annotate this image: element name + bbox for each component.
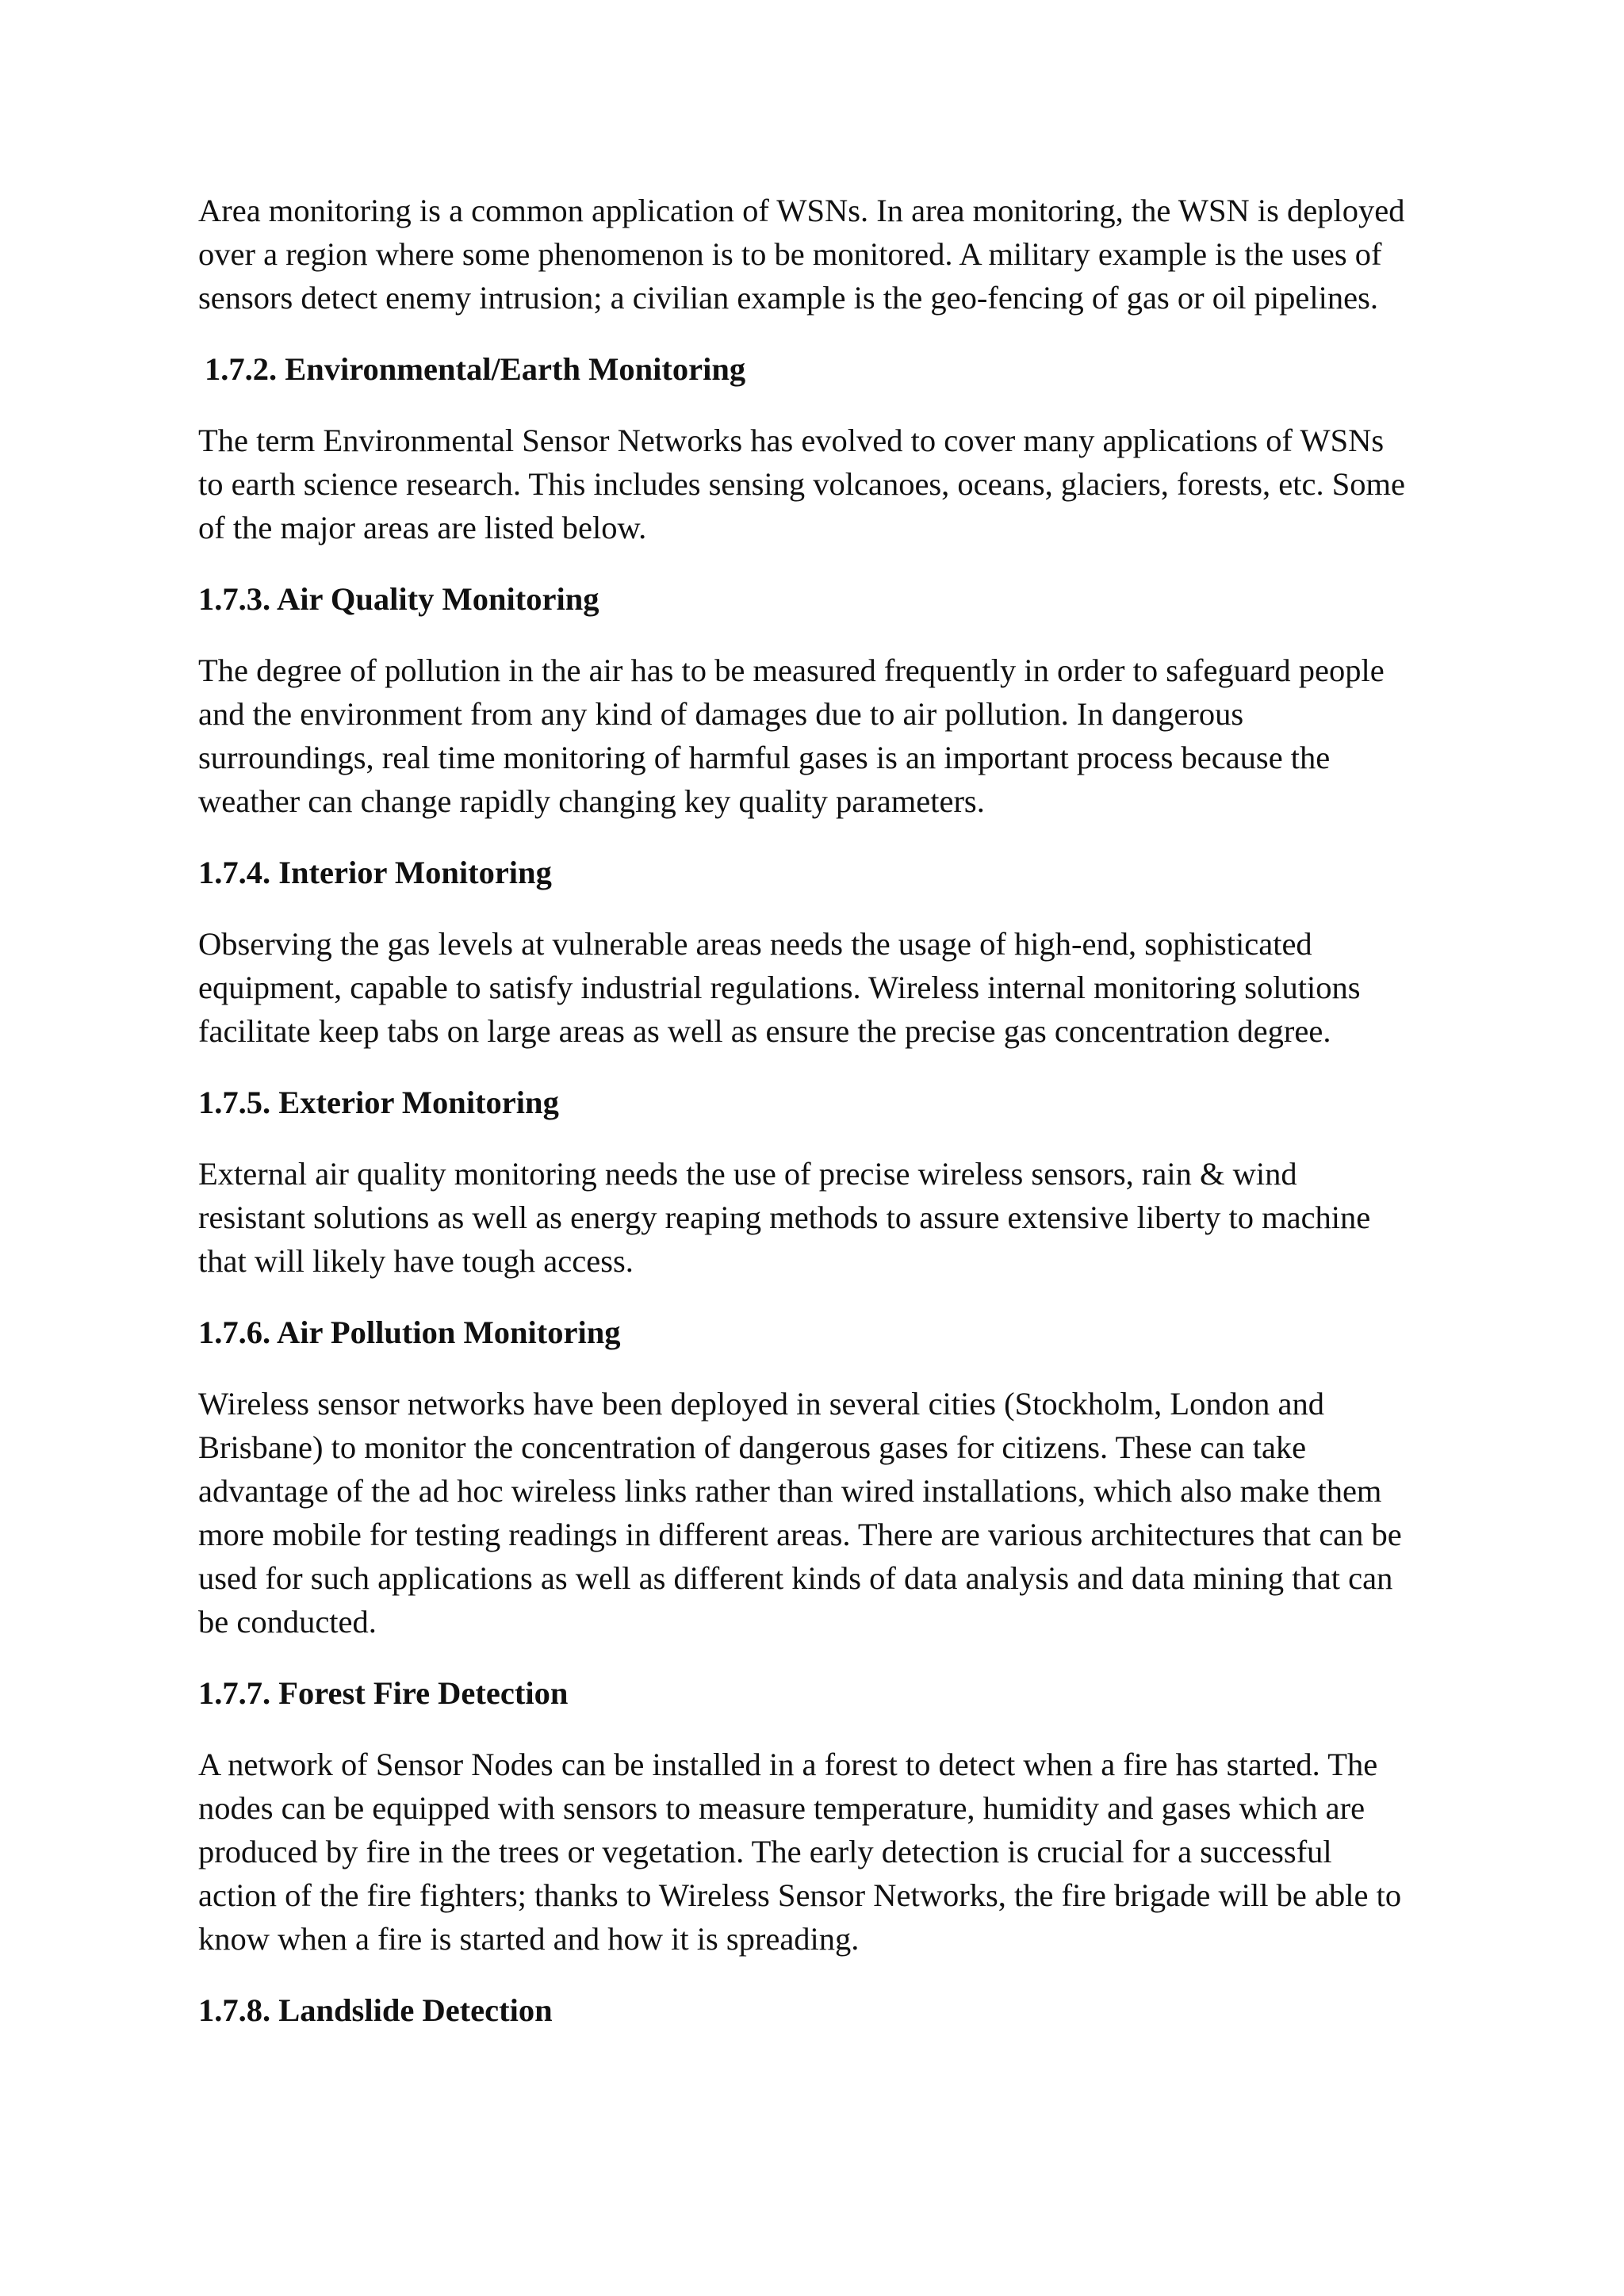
- section-heading-1-7-6: 1.7.6. Air Pollution Monitoring: [198, 1314, 621, 1350]
- paragraph-line: resistant solutions as well as energy reaping methods to assure extensive liberty to machine: [198, 1200, 1371, 1235]
- section-heading-1-7-3: 1.7.3. Air Quality Monitoring: [198, 581, 599, 617]
- paragraph-line: know when a fire is started and how it is spreading.: [198, 1921, 860, 1957]
- section-paragraph-1-7-6: [198, 1382, 1435, 1644]
- section-heading-1-7-5: 1.7.5. Exterior Monitoring: [198, 1085, 559, 1120]
- paragraph-line: advantage of the ad hoc wireless links rather than wired installations, which also make them: [198, 1473, 1382, 1509]
- document-page: [198, 189, 1435, 2032]
- paragraph-line: action of the fire fighters; thanks to Wireless Sensor Networks, the fire brigade will be able to: [198, 1877, 1402, 1913]
- paragraph-line: The term Environmental Sensor Networks has evolved to cover many applications of WSNs: [198, 423, 1385, 458]
- paragraph-line: Observing the gas levels at vulnerable areas needs the usage of high-end, sophisticated: [198, 926, 1312, 962]
- section-paragraph-1-7-7: [198, 1743, 1435, 1961]
- paragraph-line: and the environment from any kind of damages due to air pollution. In dangerous: [198, 696, 1244, 732]
- paragraph-line: Brisbane) to monitor the concentration of dangerous gases for citizens. These can take: [198, 1429, 1307, 1465]
- paragraph-line: equipment, capable to satisfy industrial regulations. Wireless internal monitoring solutions: [198, 970, 1361, 1005]
- paragraph-line: External air quality monitoring needs the use of precise wireless sensors, rain & wind: [198, 1156, 1297, 1192]
- paragraph-line: more mobile for testing readings in different areas. There are various architectures that can be: [198, 1517, 1402, 1552]
- section-paragraph-1-7-4: [198, 922, 1435, 1053]
- paragraph-line: Area monitoring is a common application of WSNs. In area monitoring, the WSN is deployed: [198, 193, 1405, 228]
- paragraph-line: produced by fire in the trees or vegetation. The early detection is crucial for a successful: [198, 1834, 1332, 1869]
- paragraph-line: Wireless sensor networks have been deployed in several cities (Stockholm, London and: [198, 1386, 1324, 1422]
- paragraph-line: weather can change rapidly changing key quality parameters.: [198, 783, 985, 819]
- paragraph-line: over a region where some phenomenon is to be monitored. A military example is the uses of: [198, 236, 1382, 272]
- section-heading-1-7-2: 1.7.2. Environmental/Earth Monitoring: [205, 351, 746, 387]
- intro-paragraph: [198, 189, 1435, 320]
- paragraph-line: that will likely have tough access.: [198, 1243, 634, 1279]
- section-heading-1-7-8: 1.7.8. Landslide Detection: [198, 1992, 553, 2028]
- paragraph-line: be conducted.: [198, 1604, 377, 1640]
- section-heading-1-7-7: 1.7.7. Forest Fire Detection: [198, 1675, 569, 1711]
- section-paragraph-1-7-3: [198, 649, 1435, 823]
- section-paragraph-1-7-2: [198, 419, 1435, 549]
- paragraph-line: sensors detect enemy intrusion; a civilian example is the geo-fencing of gas or oil pipelines.: [198, 280, 1378, 316]
- paragraph-line: of the major areas are listed below.: [198, 510, 647, 545]
- paragraph-line: nodes can be equipped with sensors to measure temperature, humidity and gases which are: [198, 1790, 1365, 1826]
- section-heading-1-7-4: 1.7.4. Interior Monitoring: [198, 855, 552, 890]
- paragraph-line: facilitate keep tabs on large areas as well as ensure the precise gas concentration degree.: [198, 1013, 1331, 1049]
- paragraph-line: to earth science research. This includes sensing volcanoes, oceans, glaciers, forests, etc. Some: [198, 466, 1405, 502]
- paragraph-line: The degree of pollution in the air has to be measured frequently in order to safeguard people: [198, 652, 1385, 688]
- paragraph-line: A network of Sensor Nodes can be installed in a forest to detect when a fire has started. The: [198, 1747, 1378, 1782]
- paragraph-line: surroundings, real time monitoring of harmful gases is an important process because the: [198, 740, 1331, 775]
- paragraph-line: used for such applications as well as different kinds of data analysis and data mining that can: [198, 1560, 1393, 1596]
- section-paragraph-1-7-5: [198, 1152, 1435, 1283]
